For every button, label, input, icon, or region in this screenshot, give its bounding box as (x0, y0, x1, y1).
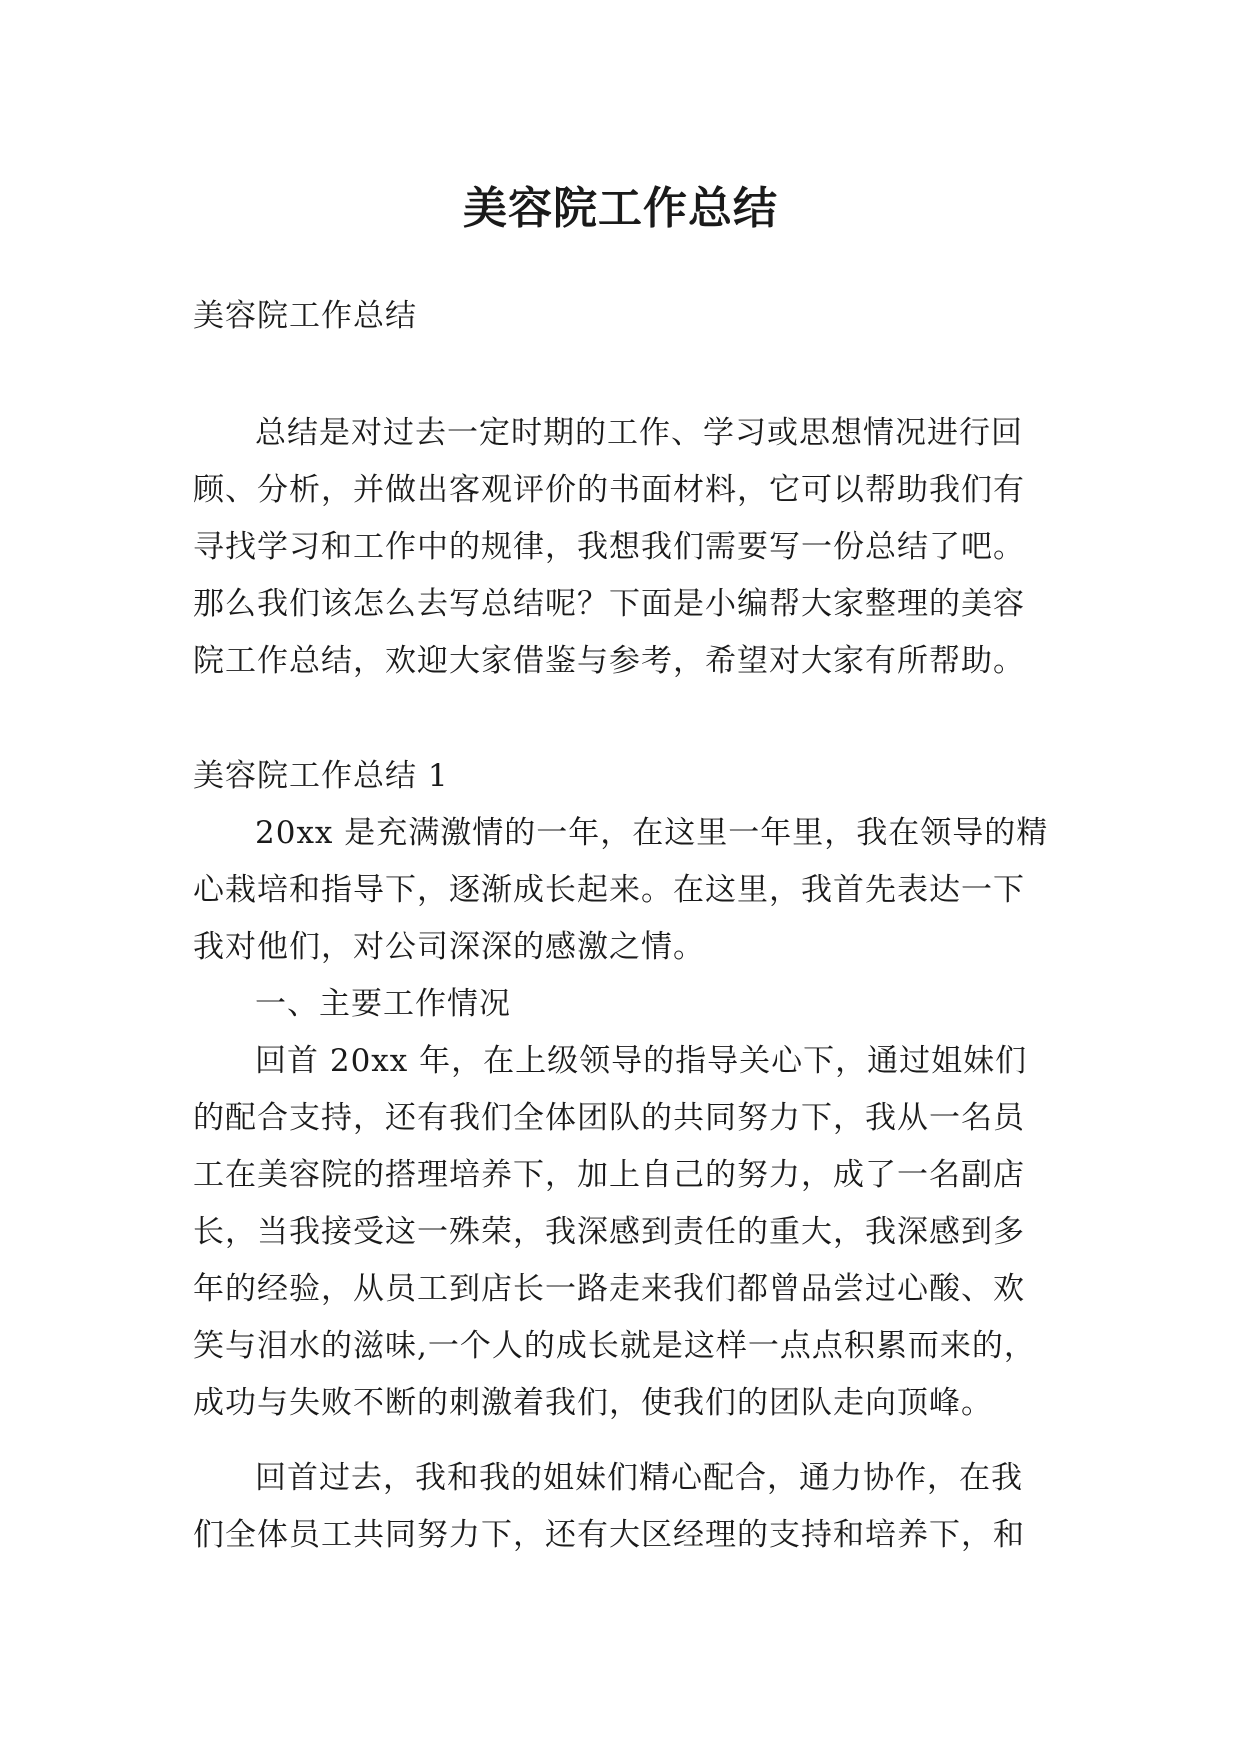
document-subtitle: 美容院工作总结 (193, 298, 417, 334)
paragraph-1: 20xx 是充满激情的一年，在这里一年里，我在领导的精心栽培和指导下，逐渐成长起来。在这里，我首先表达一下我对他们，对公司深深的感激之情。 (193, 815, 1049, 965)
document-title: 美容院工作总结 (463, 183, 778, 235)
paragraph-3: 回首过去，我和我的姐妹们精心配合，通力协作，在我们全体员工共同努力下，还有大区经理的支持和培养下，和 (193, 1460, 1025, 1553)
paragraph-2: 回首 20xx 年，在上级领导的指导关心下，通过姐妹们的配合支持，还有我们全体团队的共同努力下，我从一名员工在美容院的搭理培养下，加上自己的努力，成了一名副店长，当我接受这一殊荣，我深感到责任的重大，我深感到多年的经验，从员工到店长一路走来我们都曾品尝过心酸、欢笑与泪水的滋味,一个人的成长就是这样一点点积累而来的，成功与失败不断的刺激着我们，使我们的团队走向顶峰。 (193, 1043, 1036, 1421)
intro-paragraph: 总结是对过去一定时期的工作、学习或思想情况进行回顾、分析，并做出客观评价的书面材料，它可以帮助我们有寻找学习和工作中的规律，我想我们需要写一份总结了吧。那么我们该怎么去写总结呢？下面是小编帮大家整理的美容院工作总结，欢迎大家借鉴与参考，希望对大家有所帮助。 (193, 415, 1025, 679)
heading-main-work: 一、主要工作情况 (255, 986, 511, 1022)
section-title: 美容院工作总结 1 (193, 758, 449, 794)
